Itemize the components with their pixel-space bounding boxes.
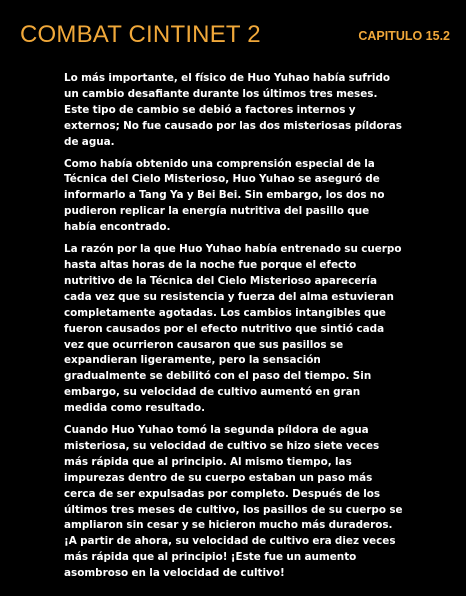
paragraph-4: Cuando Huo Yuhao tomó la segunda píldora de agua misteriosa, su velocidad de cultivo se hizo siete veces más rápida que al principio. Al mismo tiempo, las impurezas dentro de su cuerpo estaban un paso más cerca de ser expulsadas por completo. Después de los últimos tres meses de cultivo, los pasillos de su cuerpo se ampliaron sin cesar y se hicieron mucho más duraderos. ¡A partir de ahora, su velocidad de cultivo era diez veces más rápida que al principio! ¡Este fue un aumento asombroso en la velocidad de cultivo! bbox=[64, 424, 403, 580]
paragraph-2: Como había obtenido una comprensión especial de la Técnica del Cielo Misterioso, Huo Yuhao se aseguró de informarlo a Tang Ya y Bei Bei. Sin embargo, los dos no pudieron replicar la energía nutritiva del pasillo que había encontrado. bbox=[64, 157, 385, 234]
document-body bbox=[64, 71, 404, 588]
chapter-label: CAPITULO 15.2 bbox=[358, 29, 450, 43]
page-title: COMBAT CINTINET 2 bbox=[20, 21, 261, 48]
paragraph-3: La razón por la que Huo Yuhao había entrenado su cuerpo hasta altas horas de la noche fue porque el efecto nutritivo de la Técnica del Cielo Misterioso aparecería cada vez que su resistencia y fuerza del alma estuvieran completamente agotadas. Los cambios intangibles que fueron causados por el efecto nutritivo que sintió cada vez que ocurrieron causaron que sus pasillos se expandieran ligeramente, pero la sensación gradualmente se debilitó con el paso del tiempo. Sin embargo, su velocidad de cultivo aumentó en gran medida como resultado. bbox=[64, 243, 402, 415]
page-header bbox=[20, 19, 450, 51]
paragraph-1: Lo más importante, el físico de Huo Yuhao había sufrido un cambio desafiante durante los últimos tres meses. Este tipo de cambio se debió a factores internos y externos; No fue causado por las dos misteriosas píldoras de agua. bbox=[64, 72, 402, 148]
